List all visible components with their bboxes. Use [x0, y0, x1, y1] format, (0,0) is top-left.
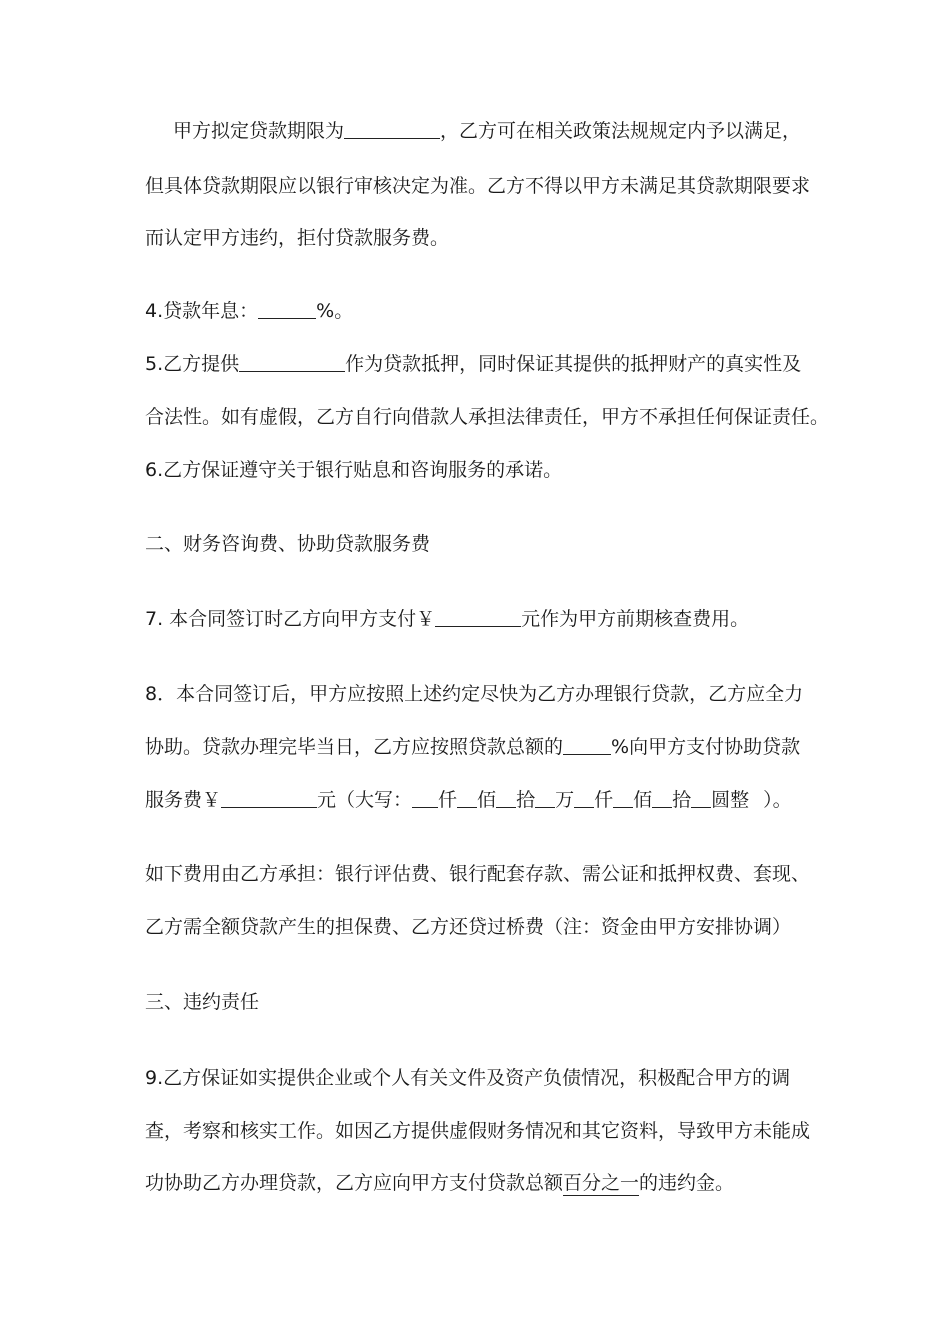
item-7-text: 元作为甲方前期核查费用。: [521, 608, 750, 630]
item-4-label: 4.贷款年息：: [145, 300, 259, 322]
item-8-end: ）。: [763, 789, 792, 811]
item-8-line-1: 8．本合同签订后，甲方应按照上述约定尽快为乙方办理银行贷款，乙方应全力: [145, 683, 804, 705]
term-text-a: 甲方拟定贷款期限为: [173, 120, 345, 142]
item-8-line-2: [145, 735, 800, 759]
item-9-text-a: 功协助乙方办理贷款，乙方应向甲方支付贷款总额: [145, 1172, 564, 1194]
capital-amount-label: 元（大写：: [317, 789, 413, 811]
amount-digit-blank[interactable]: [574, 789, 594, 808]
term-text-b: ，乙方可在相关政策法规规定内予以满足，: [440, 120, 802, 142]
service-rate-blank[interactable]: [563, 736, 611, 755]
item-8-text-a: 协助。贷款办理完毕当日，乙方应按照贷款总额的: [145, 736, 564, 758]
item-4: [145, 299, 353, 323]
item-9-text-b: 的违约金。: [639, 1172, 735, 1194]
item-5-line-2: 合法性。如有虚假，乙方自行向借款人承担法律责任，甲方不承担任何保证责任。: [145, 406, 830, 428]
annual-interest-blank[interactable]: [258, 300, 316, 319]
amount-digit-blank[interactable]: [496, 789, 516, 808]
item-5-text: 作为贷款抵押，同时保证其提供的抵押财产的真实性及: [345, 353, 802, 375]
item-8-line-3: [145, 788, 792, 812]
unit-yuan-zheng: 圆整: [711, 789, 750, 811]
unit-shi: 拾: [672, 789, 692, 811]
section-heading-2: 二、财务咨询费、协助贷款服务费: [145, 533, 431, 555]
item-9-line-2: 查，考察和核实工作。如因乙方提供虚假财务情况和其它资料，导致甲方未能成: [145, 1120, 811, 1142]
item-4-suffix: %。: [316, 300, 354, 322]
unit-qian: 仟: [594, 789, 614, 811]
amount-digit-blank[interactable]: [535, 789, 555, 808]
fees-line-1: 如下费用由乙方承担：银行评估费、银行配套存款、需公证和抵押权费、套现、: [145, 863, 811, 885]
item-5-line-1: [145, 352, 801, 376]
amount-digit-blank[interactable]: [691, 789, 711, 808]
amount-digit-blank[interactable]: [613, 789, 633, 808]
item-6: 6.乙方保证遵守关于银行贴息和咨询服务的承诺。: [145, 459, 563, 481]
penalty-rate-underlined: 百分之一: [563, 1172, 640, 1194]
unit-shi: 拾: [516, 789, 536, 811]
collateral-blank[interactable]: [239, 353, 345, 372]
term-line-2: 但具体贷款期限应以银行审核决定为准。乙方不得以甲方未满足其贷款期限要求: [145, 175, 811, 197]
section-heading-3: 三、违约责任: [145, 991, 260, 1013]
fees-line-2: 乙方需全额贷款产生的担保费、乙方还贷过桥费（注：资金由甲方安排协调）: [145, 916, 792, 938]
unit-qian: 仟: [438, 789, 458, 811]
service-fee-label: 服务费￥: [145, 789, 222, 811]
amount-digit-blank[interactable]: [457, 789, 477, 808]
service-fee-amount-blank[interactable]: [221, 789, 317, 808]
term-line-3: 而认定甲方违约，拒付贷款服务费。: [145, 227, 450, 249]
item-9-line-3: [145, 1171, 734, 1195]
amount-digit-blank[interactable]: [652, 789, 672, 808]
term-line-1: [173, 119, 801, 143]
item-7-label: 7. 本合同签订时乙方向甲方支付￥: [145, 608, 436, 630]
prepayment-amount-blank[interactable]: [435, 608, 521, 627]
unit-bai: 佰: [477, 789, 497, 811]
unit-wan: 万: [555, 789, 575, 811]
unit-bai: 佰: [633, 789, 653, 811]
item-9-line-1: 9.乙方保证如实提供企业或个人有关文件及资产负债情况，积极配合甲方的调: [145, 1067, 791, 1089]
item-5-label: 5.乙方提供: [145, 353, 240, 375]
amount-digit-blank[interactable]: [412, 789, 438, 808]
item-7: [145, 607, 749, 631]
loan-term-blank[interactable]: [344, 120, 440, 139]
item-8-text-b: %向甲方支付协助贷款: [611, 736, 801, 758]
